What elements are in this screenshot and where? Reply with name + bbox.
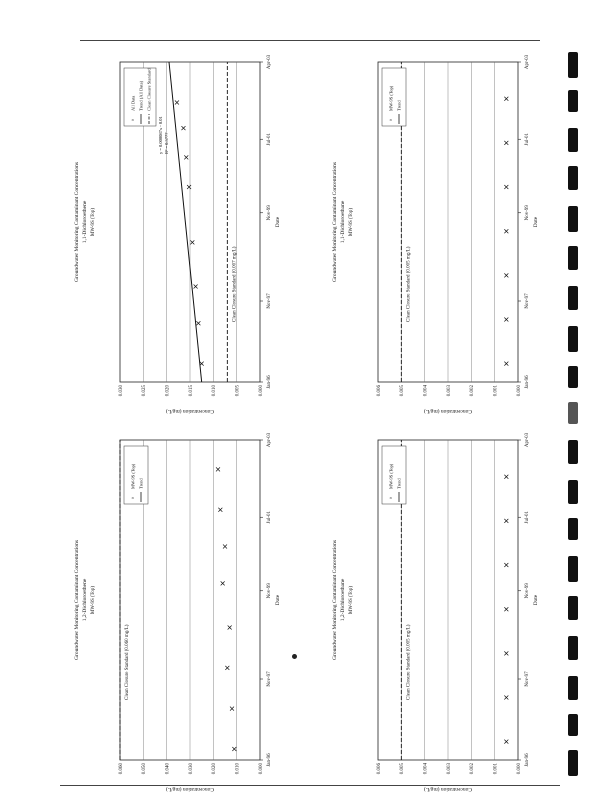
x-axis-label: Date — [533, 594, 539, 606]
legend-marker: × — [389, 118, 395, 122]
x-tick-label: Jan-96 — [267, 375, 272, 389]
y-tick-label: 0.000 — [258, 763, 264, 775]
trend-r-squared: R² = 0.5777 — [164, 132, 169, 154]
x-axis-label: Date — [275, 216, 281, 228]
data-point — [504, 695, 508, 699]
y-tick-label: 0.002 — [470, 385, 476, 397]
x-tick-label: Apr-03 — [267, 432, 272, 448]
x-tick-label: Jan-96 — [525, 375, 530, 389]
y-tick-label: 0.005 — [400, 385, 406, 397]
chart-2 — [74, 432, 281, 793]
y-tick-label: 0.030 — [118, 385, 124, 397]
y-axis-label: Concentration (mg/L) — [165, 408, 215, 414]
x-tick-label: Apr-03 — [267, 54, 272, 70]
y-tick-label: 0.003 — [446, 385, 452, 397]
data-point — [504, 97, 508, 101]
data-point — [218, 508, 222, 512]
clean-closure-label: Clean Closure Standard (0.005 mg/L) — [406, 624, 412, 700]
x-tick-label: Jan-96 — [267, 753, 272, 767]
legend-box — [124, 446, 148, 504]
data-point — [196, 321, 200, 325]
chart-1 — [74, 54, 281, 415]
data-point — [223, 545, 227, 549]
data-point — [225, 666, 229, 670]
x-axis-label: Date — [533, 216, 539, 228]
y-tick-label: 0.004 — [423, 763, 429, 775]
legend-label: Trend — [396, 478, 402, 489]
chart-title: Groundwater Monitoring Contaminant Concentrations — [74, 540, 80, 660]
data-point — [504, 185, 508, 189]
data-point — [504, 519, 508, 523]
y-axis-label: Concentration (mg/L) — [423, 408, 473, 414]
x-tick-label: Apr-03 — [525, 54, 530, 70]
x-tick-label: Nov-99 — [525, 583, 530, 599]
trend-line — [169, 62, 202, 382]
chart-well-label: MW-9S (Top) — [349, 207, 354, 237]
data-point — [504, 475, 508, 479]
clean-closure-label: Clean Closure Standard (0.060 mg/L) — [125, 624, 130, 700]
x-tick-label: Jul-01 — [525, 132, 530, 146]
x-tick-label: Jul-01 — [267, 510, 272, 524]
data-point — [221, 581, 225, 585]
chart-subtitle: 1,1-Dichloroethene — [82, 200, 88, 244]
data-point — [504, 229, 508, 233]
data-point — [504, 651, 508, 655]
x-tick-label: Nov-99 — [267, 205, 272, 221]
legend-marker: × — [389, 496, 395, 500]
chart-3 — [332, 54, 539, 415]
x-tick-label: Apr-03 — [525, 432, 530, 448]
y-tick-label: 0.001 — [493, 385, 499, 397]
data-point — [216, 467, 220, 471]
legend-label: All Data — [130, 95, 136, 111]
y-tick-label: 0.010 — [212, 385, 218, 397]
chart-subtitle: 1,1-Dichloroethane — [340, 200, 346, 244]
data-point — [504, 563, 508, 567]
legend-label: Trend — [138, 478, 144, 489]
chart-title: Groundwater Monitoring Contaminant Concentrations — [74, 162, 80, 282]
y-tick-label: 0.050 — [142, 763, 148, 775]
y-tick-label: 0.025 — [142, 385, 148, 397]
legend-label: MW-9S (Top) — [388, 463, 394, 489]
x-tick-label: Jul-01 — [267, 132, 272, 146]
legend-label: MW-9S (Top) — [130, 463, 136, 489]
legend-label: Trend (All Data) — [138, 80, 144, 111]
data-point — [190, 240, 194, 244]
x-tick-label: Nov-99 — [525, 205, 530, 221]
y-tick-label: 0.040 — [165, 763, 171, 775]
legend-label: Trend — [396, 100, 402, 111]
chart-subtitle: 1,2-Dichloroethane — [340, 578, 346, 622]
chart-title: Groundwater Monitoring Contaminant Concentrations — [332, 540, 338, 660]
data-point — [504, 362, 508, 366]
y-tick-label: 0.015 — [188, 385, 194, 397]
y-tick-label: 0.005 — [235, 385, 241, 397]
y-tick-label: 0.030 — [188, 763, 194, 775]
y-tick-label: 0.002 — [470, 763, 476, 775]
legend-box — [382, 68, 406, 126]
data-point — [504, 740, 508, 744]
y-tick-label: 0.001 — [493, 763, 499, 775]
chart-well-label: MW-9S (Top) — [91, 585, 96, 615]
x-tick-label: Nov-99 — [267, 583, 272, 599]
data-point — [184, 155, 188, 159]
data-point — [504, 141, 508, 145]
y-tick-label: 0.004 — [423, 385, 429, 397]
data-point — [230, 707, 234, 711]
legend-box — [382, 446, 406, 504]
chart-4 — [332, 432, 539, 793]
y-tick-label: 0.006 — [376, 763, 382, 775]
data-point — [504, 317, 508, 321]
y-tick-label: 0.005 — [400, 763, 406, 775]
x-tick-label: Nov-97 — [267, 671, 272, 687]
y-tick-label: 0.000 — [258, 385, 264, 397]
y-axis-label: Concentration (mg/L) — [165, 786, 215, 792]
clean-closure-label: Clean Closure Standard (0.007 mg/L) — [232, 246, 238, 322]
chart-title: Groundwater Monitoring Contaminant Concentrations — [332, 162, 338, 282]
x-tick-label: Nov-97 — [267, 293, 272, 309]
x-tick-label: Nov-97 — [525, 293, 530, 309]
data-point — [181, 126, 185, 130]
x-tick-label: Jan-96 — [525, 753, 530, 767]
y-tick-label: 0.010 — [235, 763, 241, 775]
legend-marker: × — [131, 118, 137, 122]
y-tick-label: 0.060 — [118, 763, 124, 775]
legend-label: MW-9S (Top) — [388, 85, 394, 111]
y-tick-label: 0.020 — [212, 763, 218, 775]
chart-well-label: MW-9S (Top) — [349, 585, 354, 615]
y-tick-label: 0.020 — [165, 385, 171, 397]
legend-label: Clean Closure Standard — [146, 68, 152, 111]
data-point — [194, 284, 198, 288]
data-point — [504, 607, 508, 611]
legend-marker: × — [131, 496, 137, 500]
x-tick-label: Nov-97 — [525, 671, 530, 687]
chart-subtitle: 1,2-Dichloroethene — [82, 578, 88, 622]
data-point — [175, 100, 179, 104]
trend-equation: y = 0.000087x - 0.01 — [158, 116, 163, 154]
data-point — [187, 185, 191, 189]
y-tick-label: 0.006 — [376, 385, 382, 397]
chart-well-label: MW-9S (Top) — [91, 207, 96, 237]
y-tick-label: 0.003 — [446, 763, 452, 775]
y-tick-label: 0.000 — [516, 763, 522, 775]
clean-closure-label: Clean Closure Standard (0.005 mg/L) — [406, 246, 412, 322]
x-tick-label: Jul-01 — [525, 510, 530, 524]
x-axis-label: Date — [275, 594, 281, 606]
data-point — [228, 626, 232, 630]
y-tick-label: 0.000 — [516, 385, 522, 397]
data-point — [504, 273, 508, 277]
data-point — [232, 747, 236, 751]
y-axis-label: Concentration (mg/L) — [423, 786, 473, 792]
